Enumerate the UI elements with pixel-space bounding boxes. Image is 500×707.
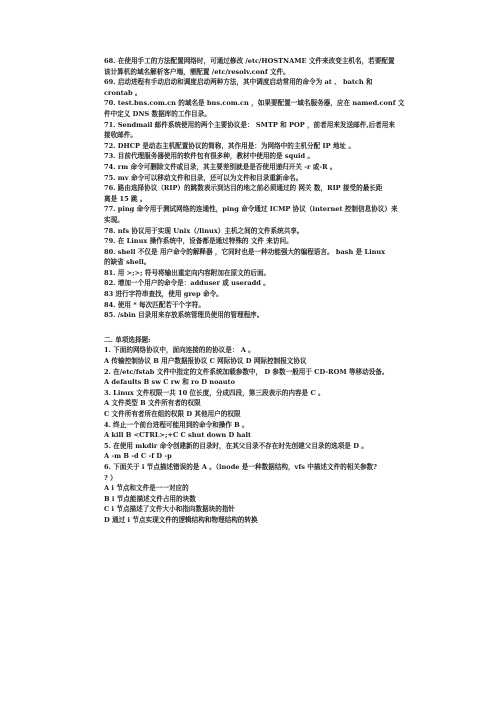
text-line: 6. 下面关于 i 节点描述错误的是 A 。（inode 是一种数据结构，vfs 中描述文件的相关参数? bbox=[104, 462, 378, 471]
fill-in-answers bbox=[104, 56, 430, 321]
text-line: 该计算机的域名解析客户端，需配置 /etc/resolv.conf 文件。 bbox=[104, 67, 290, 76]
text-line: 75. mv 命令可以移动文件和目录，还可以为文件和目录重新命名。 bbox=[104, 173, 303, 182]
document-page bbox=[104, 56, 430, 526]
text-line: 80. shell 不仅是 用户命令的解释器 ，它同时也是一种功能强大的编程语言。 bash 是 Linux bbox=[104, 247, 386, 256]
text-line: 离是 15 跳 。 bbox=[104, 194, 147, 203]
text-line: 2. 在/etc/fstab 文件中指定的文件系统加载参数中， D 参数一般用于 CD-ROM 等移动设备。 bbox=[104, 367, 389, 376]
text-line: A kill B <CTRL>;+C C shut down D halt bbox=[104, 431, 252, 440]
text-line: A defaults B sw C rw 和 ro D noauto bbox=[104, 378, 235, 387]
text-line: 77. ping 命令用于测试网络的连通性，ping 命令通过 ICMP 协议（internet 控制信息协议）来 bbox=[104, 205, 398, 214]
multiple-choice-questions bbox=[104, 345, 430, 525]
section-title: 二. 单项选择题: bbox=[104, 335, 151, 344]
text-line: 84. 使用 * 每次匹配若干个字符。 bbox=[104, 300, 205, 309]
text-line: D 通过 i 节点实现文件的逻辑结构和物理结构的转换 bbox=[104, 515, 258, 524]
text-line: 68. 在使用手工的方法配置网络时，可通过修改 /etc/HOSTNAME 文件来改变主机名，若要配置 bbox=[104, 57, 395, 65]
text-line: 71. Sendmail 邮件系统使用的两个主要协议是： SMTP 和 POP ，前者用来发送邮件,后者用来 bbox=[104, 120, 395, 129]
text-line: 的缺省 shell。 bbox=[104, 258, 151, 267]
text-line: 4. 终止一个前台进程可能用到的命令和操作 B 。 bbox=[104, 420, 249, 429]
text-line: A 传输控制协议 B 用户数据报协议 C 网际协议 D 网际控制报文协议 bbox=[104, 357, 307, 366]
text-line: ? ） bbox=[104, 473, 117, 482]
text-line: C i 节点描述了文件大小和指向数据块的指针 bbox=[104, 505, 236, 514]
text-line: 79. 在 Linux 操作系统中，设备都是通过特殊的 文件 来访问。 bbox=[104, 237, 293, 246]
text-line: 实现。 bbox=[104, 215, 124, 224]
text-line: A -m B -d C -f D -p bbox=[104, 452, 172, 461]
text-line: 接收邮件。 bbox=[104, 131, 137, 140]
text-line: 78. nfs 协议用于实现 Unix（/linux）主机之间的文件系统共享。 bbox=[104, 226, 304, 235]
text-line: A i 节点和文件是一一对应的 bbox=[104, 484, 189, 493]
text-line: 72. DHCP 是动态主机配置协议的简称，其作用是：为网络中的主机分配 IP 地址 。 bbox=[104, 141, 355, 150]
text-line: 3. Linux 文件权限一共 10 位长度，分成四段，第三段表示的内容是 C 。 bbox=[104, 388, 325, 397]
text-line: 1. 下面的网络协议中，面向连接的的协议是： A 。 bbox=[104, 346, 255, 355]
text-line: 74. rm 命令可删除文件或目录，其主要差别就是是否使用递归开关 -r 或-R 。 bbox=[104, 162, 337, 171]
text-line: crontab 。 bbox=[104, 88, 142, 97]
text-line: 69. 启动进程有手动启动和调度启动两种方法，其中调度启动常用的命令为 at 、 batch 和 bbox=[104, 78, 373, 87]
text-line: 83 进行字符串查找，使用 grep 命令。 bbox=[104, 290, 223, 299]
text-line: 76. 路由选择协议（RIP）的跳数表示到达目的地之前必须通过的 网关 数，RIP 接受的最长距 bbox=[104, 184, 383, 193]
text-line: B i 节点能描述文件占用的块数 bbox=[104, 494, 196, 503]
text-line: 5. 在使用 mkdir 命令创建新的目录时，在其父目录不存在时先创建父目录的选项是 D 。 bbox=[104, 441, 368, 450]
text-line: C 文件所有者所在组的权限 D 其他用户的权限 bbox=[104, 410, 241, 418]
text-line: 73. 目前代理服务器使用的软件包有很多种，教材中使用的是 squid 。 bbox=[104, 152, 315, 161]
text-line: 70. test.bns.com.cn 的域名是 bns.com.cn ，如果要配置一域名服务器，应在 named.conf 文 bbox=[104, 99, 405, 108]
text-line: 81. 用 >;>; 符号将输出重定向内容附加在原文的后面。 bbox=[104, 268, 271, 277]
text-line: 件中定义 DNS 数据库的工作目录。 bbox=[104, 109, 211, 118]
text-line: 82. 增加一个用户的命令是：adduser 或 useradd 。 bbox=[104, 279, 270, 288]
text-line: A 文件类型 B 文件所有者的权限 bbox=[104, 399, 201, 408]
text-line: 85. /sbin 目录用来存放系统管理员使用的管理程序。 bbox=[104, 311, 264, 320]
section-gap bbox=[104, 321, 430, 331]
